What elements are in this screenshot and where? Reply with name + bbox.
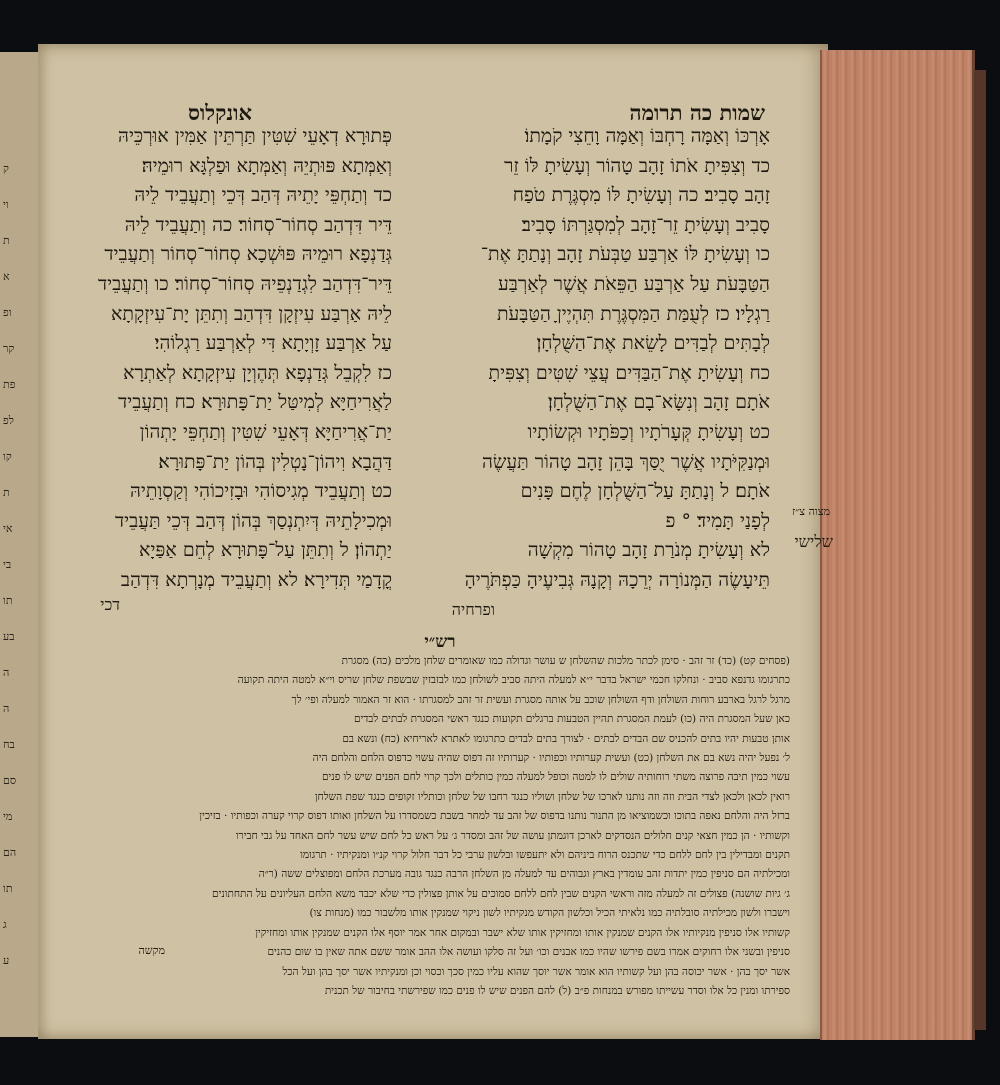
rashi-line: תקנים ומבדילין בין לחם ללחם כדי שתכנס הרוח ביניהם ולא יתעפשו ובלשון ערבי כל דבר חלול קרוי קנ״ו ומנקיתיו · תרגומו — [300, 849, 790, 862]
mitzvah-margin-note: מצוה צ״ז — [792, 505, 830, 518]
targum-line: גְּדַנְפָא רוּמֵיהּ פּוּשְׁכָא סְחוֹר־סְחוֹר וְתַעֲבֵיד — [104, 243, 392, 266]
rashi-line: וישברו ולשון מכילתיה סובלתיה כמו נלאיתי הכיל וכלשון הקודש מנקיתיו לשון ניקוי שמנקין אותו מלשבור כמו (מנחות צו) — [309, 907, 790, 920]
targum-line: דַּהֲבָא וִיהוֹן־נָטְלִין בְּהוֹן יַת־פָּתוּרָא׃ — [158, 450, 392, 473]
targum-catchword: דכי — [100, 595, 120, 614]
targum-line: פְּתוּרָא דְאָעֵי שִׁטִּין תַּרְתֵּין אַמִּין אוּרְכֵּיהּ — [118, 125, 392, 147]
adjacent-page-fragment: בי — [3, 558, 12, 571]
adjacent-page-edge — [0, 52, 40, 1037]
targum-line: קֳדָמַי תְּדִירָא׃ לא וְתַעֲבֵיד מְנָרְתָא דִּדְהַב — [120, 568, 392, 591]
adjacent-page-fragment: סם — [3, 774, 17, 787]
rashi-line: כאן שעל המסגרת היה (כו) לעמת המסגרת תהיין הטבעות ברגלים תקועות כנגד ראשי המסגרת לבתים לבדים — [353, 713, 790, 726]
rashi-line: ספירתו ומנין כל אלו וסדר עשייתו מפורש במנחות פ״ב (ל) להם הפנים שיש לו פנים כמו שפירשתי בחיבור של תכנית — [324, 984, 790, 997]
rashi-heading: רש״י — [424, 632, 456, 652]
targum-line: כט וְתַעֲבֵיד מְגִיסוֹהִי וּבָזִיכוֹהִי וְקַסְוָתֵיהּ — [129, 480, 392, 503]
torah-line: לְבָתִּים לְבַדִּים לָשֵׂאת אֶת־הַשֻּׁלְחָן׃ — [536, 332, 770, 355]
torah-line: לְפָנַי תָּמִיד׃ ° פ — [665, 509, 770, 532]
torah-line: וּמְנַקִּיֹּתָיו אֲשֶׁר יֻסַּךְ בָּהֵן זָהָב טָהוֹר תַּעֲשֶׂה — [481, 450, 770, 473]
rashi-line: וקשותיו · הן כמין חצאי קנים חלולים הנסדקים לארכן דוגמתן עושה של זהב ומסדר ג׳ על ראש כל לחם שיש עשר לחם האחד על גבי חבירו — [235, 829, 790, 842]
targum-running-header: אונקלוס — [187, 100, 253, 125]
torah-line: אֹתָם זָהָב וְנִשָּׂא־בָם אֶת־הַשֻּׁלְחָן׃ — [547, 391, 770, 414]
targum-line: לַאֲרִיחַיָּא לְמִיטַּל יַת־פָּתוּרָא׃ כח וְתַעֲבֵיד — [118, 391, 392, 414]
targum-line: וּמְכִילָתֵיהּ דְּיִתְנְסַךְ בְּהוֹן דְּהַב דְּכֵי תַּעֲבֵיד — [114, 509, 392, 532]
targum-line: לֵיהּ אַרְבַּע עִיזְקָן דִּדְהַב וְתִתֵּן יָת־עִיזְקָתָא — [111, 302, 392, 325]
adjacent-page-fragment: ג — [3, 918, 7, 931]
torah-line: כד וְצִפִּיתָ אֹתוֹ זָהָב טָהוֹר וְעָשִׂיתָ לּוֹ זֵר — [504, 154, 770, 177]
torah-line: לא וְעָשִׂיתָ מְנֹרַת זָהָב טָהוֹר מִקְשָׁה — [527, 539, 770, 562]
rashi-line: מרגל לרגל בארבע רוחות השולחן ודף השולחן שוכב על אותה מסגרת ועשית זר זהב למסגרתו · הוא זר האמור למעלה ופי׳ לך — [291, 693, 790, 706]
adjacent-page-fragment: ק — [3, 162, 9, 175]
adjacent-page-fragment: ת — [3, 234, 10, 247]
rashi-catchword: מקשה — [138, 944, 165, 957]
rashi-line: אותן טבעות יהיו בתים להכניס שם הבדים לבתים · לצורך בתים לבדים כתרגומו לאתרא לאריחיא (כח) ונשא בם — [342, 732, 790, 745]
adjacent-page-fragment: מי — [3, 810, 13, 823]
adjacent-page-fragment: בח — [3, 738, 15, 751]
rashi-line: כתרגומו גדנפא סביב · ונחלקו חכמי ישראל בדבר י״א למעלה היתה סביב לשולחן כמו לבזבזין שבשפת שלחן שריס וי״א למטה היתה תקועה — [237, 674, 790, 687]
rashi-line: ג׳ גיות שושנה) פצולים זה למעלה מזה וראשי הקנים שבין לחם ללחם סמוכים על אותן פצולין כדי שלא יכבד משא הלחם העליונים על התחתונים — [212, 887, 790, 900]
adjacent-page-fragment: בע — [3, 630, 15, 643]
torah-line: אֹתָם׃ ל וְנָתַתָּ עַל־הַשֻּׁלְחָן לֶחֶם פָּנִים — [520, 480, 770, 503]
torah-line: כו וְעָשִׂיתָ לּוֹ אַרְבַּע טַבְּעֹת זָהָב וְנָתַתָּ אֶת־ — [480, 243, 770, 266]
rashi-line: סניפין ובשני אלו רחוקים אמרו בשם פירשו שהיו כמו אבנים וכו׳ ועל זה סלקו ועושה אלו ההב אומר ששם אתה שאין בו שום כהנים — [267, 946, 790, 959]
targum-line: יַתְהוֹן׃ ל וְתִתֵּן עַל־פָּתוּרָא לְחֵם אַפַּיָא — [139, 539, 392, 562]
adjacent-page-fragment: אי — [3, 522, 13, 535]
rashi-line: קשותיו אלו סניפין מנקיותיו אלו הקנים שמנקין אותו ומחזיקין אותו שלא ישבר ובמקום אחר אמר יוסף אלו הקנים שמנקין אותו ומחזיקין — [255, 926, 790, 939]
targum-line: וְאַמְּתָא פּוּתְיֵהּ וְאַמְּתָא וּפַלְגָּא רוּמֵיהּ׃ — [141, 154, 392, 177]
torah-line: תֵּיעָשֶׂה הַמְּנוֹרָה יְרֵכָהּ וְקָנָהּ גְּבִיעֶיהָ כַּפְתֹּרֶיהָ — [464, 568, 770, 591]
adjacent-page-fragment: ע — [3, 954, 10, 967]
adjacent-page-fragment: הם — [3, 846, 17, 859]
torah-line: הַטַּבָּעֹת עַל אַרְבַּע הַפֵּאֹת אֲשֶׁר לְאַרְבַּע — [498, 272, 770, 295]
torah-line: רַגְלָיו׃ כז לְעֻמַּת הַמִּסְגֶּרֶת תִּהְיֶיןָ הַטַּבָּעֹת — [496, 302, 770, 325]
rashi-line: ל׳ נפעל יהיה נשא בם את השלחן (כט) ועשית קערותיו וכפותיו · קערותיו זה דפוס שהיה עשוי כדפוס הלחם והלחם היה — [312, 752, 790, 765]
torah-line: זָהָב סָבִיב׃ כה וְעָשִׂיתָ לּוֹ מִסְגֶּרֶת טֹפַח — [512, 184, 770, 207]
targum-line: כז לִקְבֵל גְּדַנְפָא תְּהֶוְיָן עִיזְקָתָא לְאַתְרָא — [123, 361, 392, 384]
adjacent-page-fragment: פת — [3, 378, 16, 391]
aliyah-margin-note: שלישי — [794, 532, 833, 551]
targum-line: יַת־אֲרִיחַיָּא דְּאָעֵי שִׁטִּין וְתַחְפֵּי יָתְהוֹן — [139, 420, 392, 443]
rashi-commentary — [70, 652, 790, 1001]
adjacent-page-fragment: תו — [3, 882, 13, 895]
torah-line: סָבִיב וְעָשִׂיתָ זֵר־זָהָב לְמִסְגַּרְתּוֹ סָבִיב׃ — [521, 213, 770, 236]
torah-line: כט וְעָשִׂיתָ קְּעָרֹתָיו וְכַפֹּתָיו וּקְשׂוֹתָיו — [527, 420, 770, 443]
targum-line: דֵּיר דִּדְהַב סְחוֹר־סְחוֹר׃ כה וְתַעֲבֵיד לֵיהּ — [124, 213, 392, 236]
rashi-line: ומכילתיה הם סניפין כמין יתדות זהב עומדין בארץ וגבוהים עד למעלה מן השלחן הרבה כנגד גובה מערכת הלחם ומפוצלים ששה (ר״ה — [258, 868, 790, 881]
torah-catchword: ופרחיה — [451, 600, 495, 619]
targum-line: עַל אַרְבַּע זָוְיָתָא דִּי לְאַרְבַּע רַגְלוֹהִי׃ — [154, 332, 392, 355]
adjacent-page-fragment: ה — [3, 666, 10, 679]
rashi-line: אשר יסך בהן · אשר יכוסה בהן ועל קשותיו הוא אומר אשר יוסך שהוא עליו כמין סכך וכסוי וכן ומנקיתיו אשר יסך בהן ועל הכל — [282, 965, 790, 978]
adjacent-page-fragment: ה — [3, 702, 10, 715]
rashi-line: עשוי כמין תיבה פרוצה משתי רוחותיה שולים לו למטה וכופל למעלה כמין כותלים ולכך קרוי לחם הפנים שיש לו פנים — [321, 771, 790, 784]
targum-column — [52, 122, 392, 596]
adjacent-page-fragment: ופ — [3, 306, 12, 319]
adjacent-page-fragment: תו — [3, 594, 13, 607]
adjacent-page-fragment: א — [3, 270, 10, 283]
page-fore-edge — [820, 50, 975, 1040]
rashi-line: רואין לכאן ולכאן לצדי הבית וזה וזה נותנו לארכו של שלחן ושוליו כנגד רחבו של שלחן וכותליו זקופים כנגד שפת השלחן — [314, 790, 790, 803]
torah-column — [395, 122, 770, 596]
targum-line: דֵּיר־דִּדְהַב לִגְדַנְפֵיהּ סְחוֹר־סְחוֹר׃ כו וְתַעֲבֵיד — [98, 272, 392, 295]
adjacent-page-fragment: קו — [3, 450, 12, 463]
torah-running-header: שמות כה תרומה — [629, 100, 765, 125]
torah-line: אָרְכּוֹ וְאַמָּה רָחְבּוֹ וְאַמָּה וָחֵצִי קֹמָתוֹ׃ — [524, 125, 770, 147]
adjacent-page-fragment: ת — [3, 486, 10, 499]
targum-line: כד וְתַחְפֵּי יָתֵיהּ דְּהַב דְּכֵי וְתַעֲבֵיד לֵיהּ — [134, 184, 392, 207]
torah-line: כח וְעָשִׂיתָ אֶת־הַבַּדִּים עֲצֵי שִׁטִּים וְצִפִּיתָ — [488, 361, 770, 384]
adjacent-page-fragment: וי — [3, 198, 9, 211]
rashi-line: ברזל היה והלחם נאפה בתוכו וכשמוציאו מן התנור נותנו בדפוס של זהב עד למחר בשבת כשמסדרו על השלחן ואותו דפוס קרוי קערה וכפותיו · בזיכין — [199, 810, 790, 823]
adjacent-page-fragment: קר — [3, 342, 15, 355]
adjacent-page-fragment: לפ — [3, 414, 14, 427]
rashi-line: (פסחים קט) (כד) זר זהב · סימן לכתר מלכות שהשלחן ש עושר וגדולה כמו שאומרים שלחן מלכים (כה) מסגרת — [341, 655, 790, 667]
